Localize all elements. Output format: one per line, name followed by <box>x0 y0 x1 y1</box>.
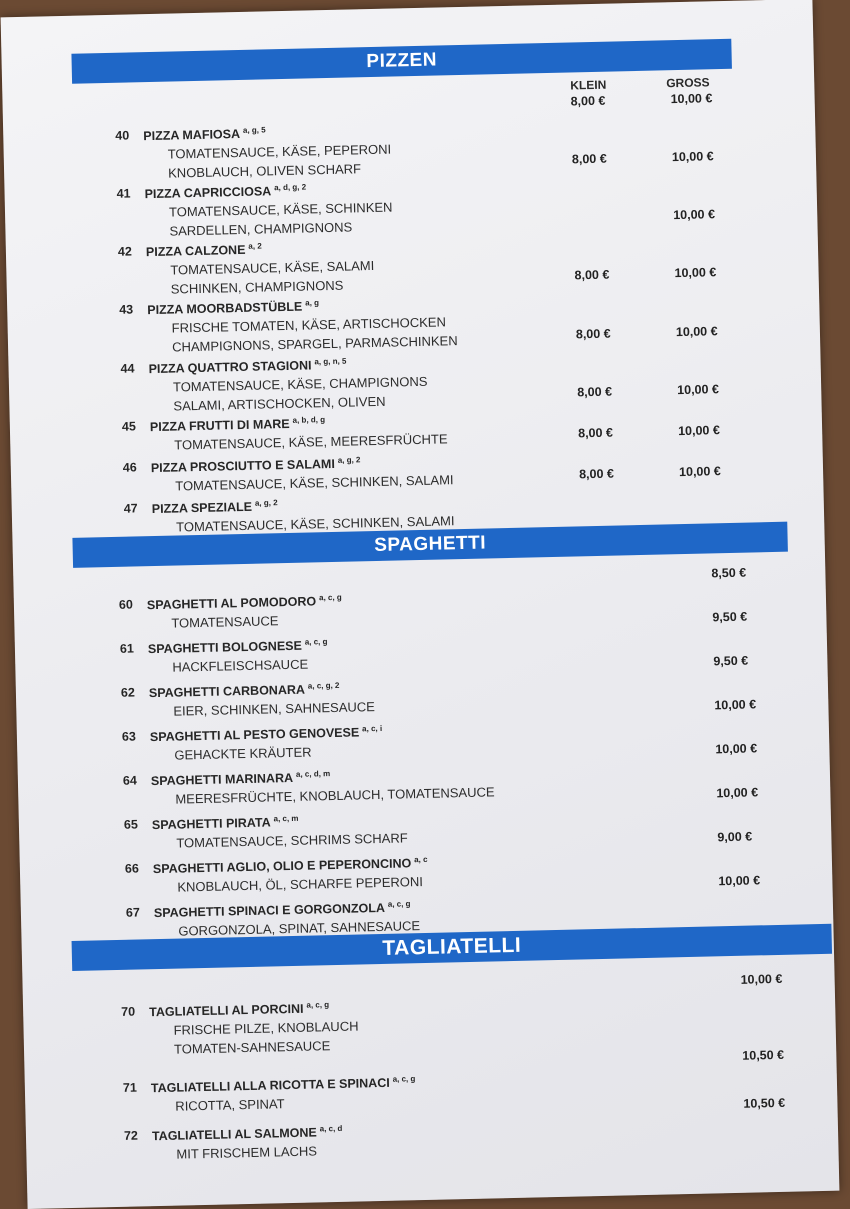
item-number: 71 <box>122 1080 137 1095</box>
item-number: 43 <box>119 302 134 317</box>
menu-item <box>125 894 646 939</box>
spaghetti-banner: SPAGHETTI <box>72 522 787 568</box>
item-description: MIT FRISCHEM LACHS <box>176 1143 318 1162</box>
item-name: SPAGHETTI AL PESTO GENOVESE $^{a, c, i}$ <box>149 723 383 745</box>
allergen-codes: a, g, 5 <box>242 125 266 135</box>
menu-item <box>122 762 643 807</box>
item-price: 10,00 € <box>715 741 758 757</box>
item-number: 63 <box>121 729 136 744</box>
item-description: TOMATENSAUCE <box>171 613 279 631</box>
price-gross: 10,00 € <box>677 423 721 439</box>
price-klein: 8,00 € <box>574 267 610 283</box>
item-number: 72 <box>123 1128 139 1143</box>
item-description: TOMATENSAUCE, KÄSE, SALAMI <box>170 257 375 278</box>
item-price: 9,00 € <box>717 829 753 845</box>
item-name: PIZZA PROSCIUTTO E SALAMI $^{a, g, 2}$ <box>150 455 361 476</box>
allergen-codes: a, 2 <box>248 241 262 251</box>
item-description: FRISCHE PILZE, KNOBLAUCH <box>173 1018 359 1038</box>
price-klein: 8,00 € <box>571 151 607 167</box>
price-klein: 8,00 € <box>578 425 614 441</box>
allergen-codes: a, c, d, m <box>295 769 331 779</box>
item-price: 8,50 € <box>711 565 747 581</box>
price-gross: 10,00 € <box>677 382 720 398</box>
item-number: 61 <box>119 641 135 656</box>
item-description: RICOTTA, SPINAT <box>175 1096 285 1114</box>
menu-item <box>122 1069 643 1114</box>
item-price: 9,50 € <box>712 609 748 625</box>
item-name: PIZZA SPEZIALE $^{a, g, 2}$ <box>151 498 278 517</box>
item-name: SPAGHETTI MARINARA $^{a, c, d, m}$ <box>150 769 331 789</box>
menu-item <box>118 586 639 631</box>
item-price: 10,00 € <box>716 785 759 801</box>
menu-item <box>124 850 645 895</box>
menu-item <box>123 806 644 851</box>
item-description: SARDELLEN, CHAMPIGNONS <box>169 219 353 239</box>
item-name: SPAGHETTI AL POMODORO $^{a, c, g}$ <box>146 592 342 613</box>
item-number: 46 <box>122 460 137 475</box>
item-description: KNOBLAUCH, ÖL, SCHARFE PEPERONI <box>177 874 424 895</box>
item-name: SPAGHETTI SPINACI E GORGONZOLA $^{a, c, g}$ <box>153 899 411 921</box>
item-description: GORGONZOLA, SPINAT, SAHNESAUCE <box>178 918 421 939</box>
item-number: 41 <box>116 186 131 201</box>
item-number: 44 <box>120 361 135 376</box>
price-klein: 8,00 € <box>575 326 611 342</box>
item-number: 47 <box>123 501 138 516</box>
item-description: TOMATENSAUCE, KÄSE, SCHINKEN, SALAMI <box>176 513 455 535</box>
item-price: 10,50 € <box>743 1095 786 1111</box>
allergen-codes: a, g, 2 <box>254 498 278 508</box>
item-price: 10,50 € <box>742 1047 785 1063</box>
item-description: FRISCHE TOMATEN, KÄSE, ARTISCHOCKEN <box>171 314 447 336</box>
menu-item <box>123 1117 644 1162</box>
item-price: 10,00 € <box>740 971 783 987</box>
item-description: TOMATEN-SAHNESAUCE <box>173 1038 331 1057</box>
price-gross: 10,00 € <box>670 91 713 107</box>
item-description: KNOBLAUCH, OLIVEN SCHARF <box>167 161 362 181</box>
price-klein: 8,00 € <box>577 384 613 400</box>
item-description: GEHACKTE KRÄUTER <box>174 744 312 763</box>
allergen-codes: a, g, 2 <box>337 455 361 465</box>
item-number: 70 <box>121 1004 136 1019</box>
item-name: PIZZA MAFIOSA $^{a, g, 5}$ <box>143 125 266 144</box>
item-description: TOMATENSAUCE, KÄSE, CHAMPIGNONS <box>172 373 428 395</box>
item-name: SPAGHETTI AGLIO, OLIO E PEPERONCINO $^{a, c}$ <box>152 854 428 877</box>
tagliatelli-banner: TAGLIATELLI <box>72 924 832 971</box>
price-gross: 10,00 € <box>673 207 716 223</box>
price-gross: 10,00 € <box>678 464 721 480</box>
menu-item <box>119 630 640 675</box>
item-price: 10,00 € <box>718 873 761 889</box>
menu-sheet <box>1 0 840 1209</box>
allergen-codes: a, c, d <box>319 1123 343 1134</box>
menu-item <box>121 993 641 1057</box>
item-name: PIZZA MOORBADSTÜBLE $^{a, g}$ <box>147 298 320 318</box>
item-name: PIZZA FRUTTI DI MARE $^{a, b, d, g}$ <box>149 415 326 435</box>
item-name: TAGLIATELLI AL SALMONE $^{a, c, d}$ <box>151 1123 343 1144</box>
item-number: 62 <box>120 685 135 700</box>
allergen-codes: a, c, g <box>318 592 342 603</box>
item-number: 64 <box>122 773 137 788</box>
menu-item <box>120 674 641 719</box>
price-klein: 8,00 € <box>570 93 606 109</box>
allergen-codes: a, c <box>414 854 428 865</box>
item-number: 45 <box>121 419 136 434</box>
item-name: PIZZA CAPRICCIOSA $^{a, d, g, 2}$ <box>144 182 307 202</box>
item-description: TOMATENSAUCE, KÄSE, SCHINKEN, SALAMI <box>175 472 454 494</box>
item-description: EIER, SCHINKEN, SAHNESAUCE <box>173 699 376 719</box>
item-name: PIZZA CALZONE $^{a, 2}$ <box>145 241 262 260</box>
allergen-codes: a, c, m <box>273 813 299 824</box>
item-description: TOMATENSAUCE, KÄSE, MEERESFRÜCHTE <box>174 431 448 453</box>
allergen-codes: a, d, g, 2 <box>274 182 307 193</box>
item-name: SPAGHETTI PIRATA $^{a, c, m}$ <box>151 813 299 833</box>
item-number: 60 <box>118 597 134 612</box>
price-klein: 8,00 € <box>578 466 615 482</box>
menu-item <box>121 718 642 763</box>
col-head-gross: GROSS <box>666 75 710 91</box>
pizzen-banner: PIZZEN <box>71 39 732 84</box>
item-name: TAGLIATELLI ALLA RICOTTA E SPINACI $^{a, c, g}$ <box>150 1074 416 1096</box>
item-price: 9,50 € <box>713 653 749 669</box>
allergen-codes: a, c, g <box>304 637 328 647</box>
item-name: TAGLIATELLI AL PORCINI $^{a, c, g}$ <box>149 1000 330 1020</box>
col-head-klein: KLEIN <box>570 77 607 93</box>
item-name: SPAGHETTI CARBONARA $^{a, c, g, 2}$ <box>148 680 340 701</box>
item-name: PIZZA QUATTRO STAGIONI $^{a, g, n, 5}$ <box>148 356 347 377</box>
item-name: SPAGHETTI BOLOGNESE $^{a, c, g}$ <box>147 637 328 657</box>
item-number: 66 <box>124 861 139 876</box>
allergen-codes: a, c, g, 2 <box>307 680 340 691</box>
item-description: HACKFLEISCHSAUCE <box>172 656 309 675</box>
allergen-codes: a, c, g <box>387 899 411 909</box>
item-description: SALAMI, ARTISCHOCKEN, OLIVEN <box>173 393 386 414</box>
allergen-codes: a, c, g <box>392 1074 416 1084</box>
price-gross: 10,00 € <box>675 324 718 340</box>
allergen-codes: a, c, i <box>362 723 383 734</box>
price-gross: 10,00 € <box>674 265 717 281</box>
item-number: 67 <box>125 905 140 920</box>
item-number: 65 <box>123 817 138 832</box>
item-description: TOMATENSAUCE, KÄSE, SCHINKEN <box>168 199 393 220</box>
item-number: 40 <box>115 128 130 143</box>
item-description: TOMATENSAUCE, SCHRIMS SCHARF <box>176 830 408 851</box>
allergen-codes: a, g, n, 5 <box>314 356 347 367</box>
price-gross: 10,00 € <box>671 149 714 165</box>
item-number: 42 <box>117 244 132 259</box>
item-description: SCHINKEN, CHAMPIGNONS <box>170 277 344 297</box>
item-description: CHAMPIGNONS, SPARGEL, PARMASCHINKEN <box>171 333 458 355</box>
allergen-codes: a, g <box>305 298 320 308</box>
allergen-codes: a, b, d, g <box>292 415 326 425</box>
item-price: 10,00 € <box>714 697 757 713</box>
allergen-codes: a, c, g <box>306 1000 330 1010</box>
item-description: MEERESFRÜCHTE, KNOBLAUCH, TOMATENSAUCE <box>175 784 495 807</box>
item-description: TOMATENSAUCE, KÄSE, PEPERONI <box>167 141 392 162</box>
